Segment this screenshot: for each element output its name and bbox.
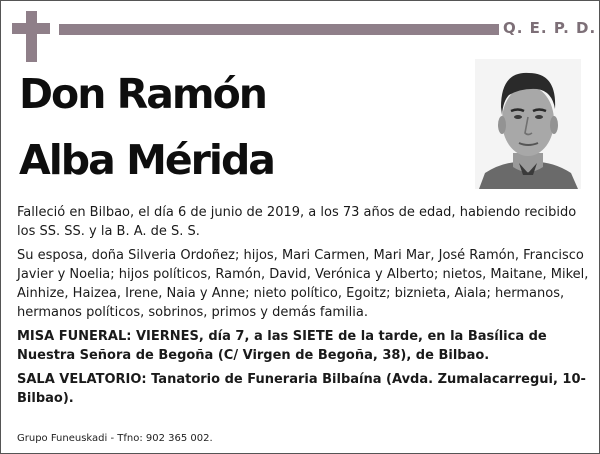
footer-contact: Grupo Funeuskadi - Tfno: 902 365 002. <box>17 433 213 444</box>
death-paragraph: Falleció en Bilbao, el día 6 de junio de 2019, a los 73 años de edad, habiendo recibido los SS. SS. y la B. A. de S. S. <box>17 205 577 239</box>
obituary-body <box>17 203 589 413</box>
funeral-paragraph: MISA FUNERAL: VIERNES, día 7, a las SIETE de la tarde, en la Basílica de Nuestra Señora de Begoña (C/ Virgen de Begoña, 38), de Bilbao. <box>17 329 547 363</box>
family-paragraph: Su esposa, doña Silveria Ordoñez; hijos, Mari Carmen, Mari Mar, José Ramón, Francisco Javier y Noelia; hijos políticos, Ramón, David, Verónica y Alberto; nietos, Maitane, Mikel, Ainhize, Haizea, Irene, Naia y Anne; nieto político, Egoitz; biznieta, Aiala; hermanos, hermanos políticos, sobrinos, primos y demás familia. <box>17 248 589 320</box>
cross-icon-arm <box>12 23 50 34</box>
qepd-label: Q. E. P. D. <box>503 19 597 37</box>
deceased-name-line1: Don Ramón <box>19 70 266 118</box>
header-rule <box>59 24 499 35</box>
deceased-portrait <box>475 59 581 189</box>
deceased-name-line2: Alba Mérida <box>19 136 274 184</box>
cross-icon <box>26 11 37 62</box>
wake-paragraph: SALA VELATORIO: Tanatorio de Funeraria Bilbaína (Avda. Zumalacarregui, 10-Bilbao). <box>17 372 586 406</box>
